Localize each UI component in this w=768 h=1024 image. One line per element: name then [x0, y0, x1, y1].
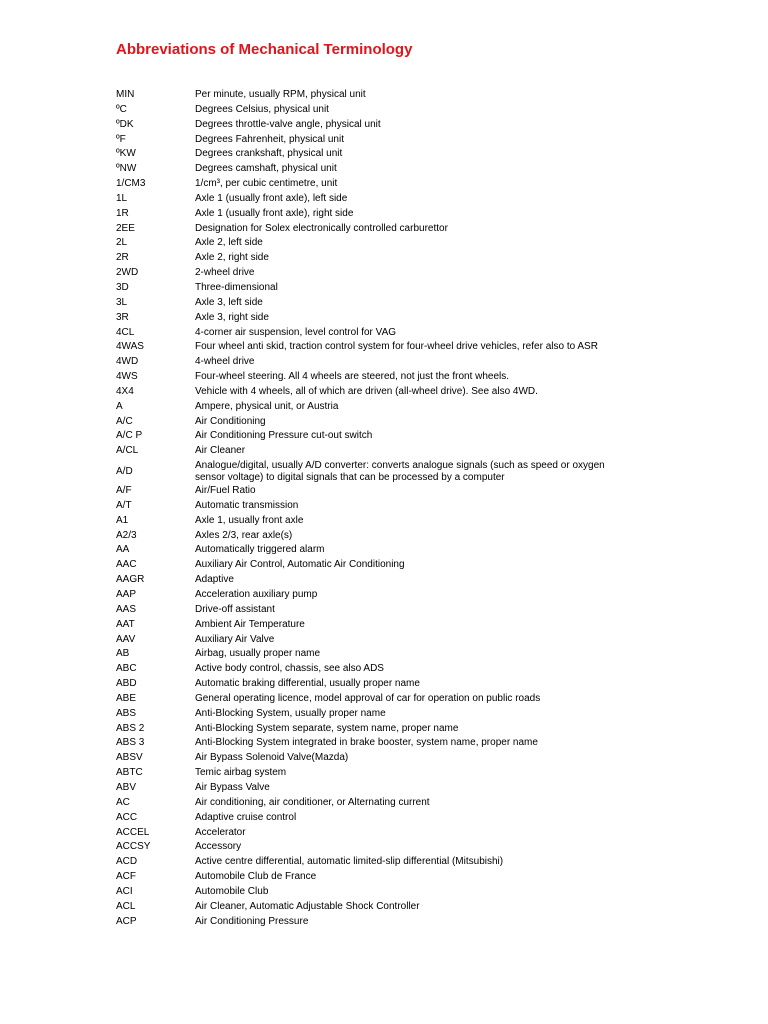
abbreviation-term: 2EE — [116, 222, 135, 234]
abbreviation-row — [116, 370, 736, 385]
abbreviation-definition: Airbag, usually proper name — [195, 648, 321, 660]
abbreviation-row — [116, 603, 736, 618]
abbreviation-definition: 4-wheel drive — [195, 356, 255, 368]
abbreviation-definition: Degrees Celsius, physical unit — [195, 103, 329, 115]
abbreviation-term: A/D — [116, 466, 133, 478]
abbreviation-definition: Automobile Club — [195, 885, 269, 897]
abbreviation-definition: 4-corner air suspension, level control for VAG — [195, 326, 397, 338]
abbreviation-row — [116, 543, 736, 558]
abbreviation-term: AAV — [116, 633, 136, 645]
abbreviation-row — [116, 633, 736, 648]
abbreviation-term: ABS — [116, 707, 137, 719]
abbreviation-definition: Axle 1 (usually front axle), left side — [195, 192, 348, 204]
abbreviation-term: 3R — [116, 311, 129, 323]
abbreviation-definition: Automatic transmission — [195, 499, 299, 511]
abbreviation-term: AAGR — [116, 574, 145, 586]
abbreviation-term: AAC — [116, 559, 137, 571]
abbreviation-term: AAP — [116, 589, 137, 600]
abbreviation-row — [116, 796, 736, 811]
abbreviation-term: A/CL — [116, 445, 139, 457]
abbreviation-definition: Automatically triggered alarm — [195, 544, 325, 556]
abbreviation-definition: Axle 1, usually front axle — [195, 514, 304, 526]
abbreviation-definition: Anti-Blocking System separate, system name, proper name — [195, 722, 459, 734]
abbreviation-row — [116, 400, 736, 415]
abbreviation-row — [116, 281, 736, 296]
abbreviation-definition: Anti-Blocking System, usually proper name — [195, 707, 386, 719]
abbreviation-term: AAS — [116, 603, 137, 615]
abbreviation-definition: Air Bypass Solenoid Valve(Mazda) — [195, 752, 349, 764]
abbreviation-term: ACF — [116, 871, 136, 883]
abbreviation-row — [116, 707, 736, 722]
abbreviation-row — [116, 162, 736, 177]
abbreviation-row — [116, 885, 736, 900]
abbreviation-term: ABE — [116, 692, 137, 704]
abbreviation-row — [116, 355, 736, 370]
abbreviation-row — [116, 751, 736, 766]
abbreviation-term: ACC — [116, 811, 138, 823]
abbreviation-row — [116, 103, 736, 118]
abbreviation-term: A/C P — [116, 430, 143, 442]
abbreviation-term: 2WD — [116, 267, 139, 279]
abbreviation-definition: Auxiliary Air Control, Automatic Air Conditioning — [195, 559, 405, 571]
abbreviation-row — [116, 692, 736, 707]
abbreviation-definition: Auxiliary Air Valve — [195, 633, 275, 645]
abbreviation-definition: Ampere, physical unit, or Austria — [195, 400, 339, 412]
abbreviation-term: 4WS — [116, 371, 138, 383]
abbreviation-definition: Analogue/digital, usually A/D converter: converts analogue signals (such as speed or oxygen sensor voltage) to digital signals that can be processed by a computer — [195, 460, 605, 483]
abbreviation-term: ºKW — [116, 148, 136, 160]
abbreviation-row — [116, 826, 736, 841]
abbreviation-definition: Automatic braking differential, usually proper name — [195, 678, 420, 690]
abbreviation-term: MIN — [116, 89, 135, 100]
abbreviation-definition: Four-wheel steering. All 4 wheels are steered, not just the front wheels. — [195, 371, 510, 383]
abbreviation-row — [116, 459, 736, 484]
abbreviation-row — [116, 192, 736, 207]
abbreviation-row — [116, 870, 736, 885]
abbreviation-row — [116, 900, 736, 915]
abbreviation-term: 1R — [116, 207, 129, 219]
abbreviation-term: ACP — [116, 915, 137, 927]
abbreviation-definition: Accelerator — [195, 826, 246, 838]
abbreviation-term: ºF — [116, 133, 126, 145]
abbreviation-row — [116, 514, 736, 529]
abbreviation-row — [116, 529, 736, 544]
abbreviation-row — [116, 677, 736, 692]
abbreviation-row — [116, 177, 736, 192]
abbreviation-definition: Vehicle with 4 wheels, all of which are driven (all-wheel drive). See also 4WD. — [195, 385, 538, 397]
abbreviation-row — [116, 222, 736, 237]
abbreviation-definition: Temic airbag system — [195, 767, 287, 779]
abbreviation-definition: Air Conditioning Pressure cut-out switch — [195, 430, 373, 442]
abbreviation-row — [116, 429, 736, 444]
abbreviation-row — [116, 326, 736, 341]
abbreviation-term: ABSV — [116, 752, 143, 764]
abbreviation-row — [116, 618, 736, 633]
abbreviation-term: 4X4 — [116, 385, 134, 397]
abbreviation-term: ABS 2 — [116, 722, 145, 734]
abbreviation-term: 2R — [116, 252, 129, 264]
abbreviation-row — [116, 236, 736, 251]
abbreviation-row — [116, 781, 736, 796]
abbreviation-row — [116, 558, 736, 573]
abbreviation-definition: 2-wheel drive — [195, 267, 255, 279]
abbreviation-definition: Axle 1 (usually front axle), right side — [195, 207, 354, 219]
abbreviation-term: A — [116, 400, 123, 412]
abbreviation-row — [116, 484, 736, 499]
abbreviation-definition: Axles 2/3, rear axle(s) — [195, 529, 293, 541]
abbreviation-term: A2/3 — [116, 529, 137, 541]
abbreviation-row — [116, 915, 736, 930]
abbreviation-definition: Ambient Air Temperature — [195, 618, 305, 630]
abbreviation-row — [116, 385, 736, 400]
abbreviation-definition: Axle 2, left side — [195, 237, 263, 249]
abbreviation-term: ºC — [116, 103, 127, 115]
abbreviation-definition: Adaptive cruise control — [195, 811, 297, 823]
abbreviation-row — [116, 88, 736, 103]
abbreviation-definition: Degrees throttle-valve angle, physical unit — [195, 118, 381, 130]
abbreviation-row — [116, 118, 736, 133]
abbreviation-term: AAT — [116, 618, 135, 630]
abbreviation-term: ABD — [116, 678, 137, 690]
abbreviation-term: ACL — [116, 900, 136, 912]
abbreviation-term: 1/CM3 — [116, 178, 146, 190]
page-title: Abbreviations of Mechanical Terminology — [116, 41, 413, 58]
abbreviation-term: ABC — [116, 663, 137, 675]
abbreviation-term: ABTC — [116, 767, 143, 779]
abbreviation-term: ACCSY — [116, 841, 151, 853]
abbreviation-term: 3L — [116, 296, 128, 308]
abbreviation-term: A/T — [116, 499, 132, 511]
abbreviation-definition: Active centre differential, automatic limited-slip differential (Mitsubishi) — [195, 856, 504, 868]
abbreviation-row — [116, 499, 736, 514]
abbreviation-row — [116, 811, 736, 826]
abbreviation-row — [116, 588, 736, 603]
abbreviation-row — [116, 444, 736, 459]
abbreviation-definition: Anti-Blocking System integrated in brake booster, system name, proper name — [195, 737, 538, 749]
abbreviation-row — [116, 766, 736, 781]
abbreviation-term: ACD — [116, 856, 138, 868]
abbreviation-term: AA — [116, 544, 130, 556]
abbreviation-definition: Automobile Club de France — [195, 871, 317, 883]
abbreviation-row — [116, 296, 736, 311]
abbreviation-row — [116, 266, 736, 281]
abbreviation-row — [116, 840, 736, 855]
abbreviation-definition: Air Conditioning Pressure — [195, 915, 309, 927]
abbreviation-row — [116, 647, 736, 662]
abbreviation-definition: Adaptive — [195, 574, 234, 586]
abbreviation-definition: Degrees Fahrenheit, physical unit — [195, 133, 344, 145]
abbreviation-definition: Air Conditioning — [195, 415, 266, 427]
abbreviation-definition: Active body control, chassis, see also ADS — [195, 663, 384, 675]
abbreviation-definition: Air Cleaner — [195, 445, 246, 457]
abbreviation-term: 2L — [116, 237, 128, 249]
abbreviation-row — [116, 662, 736, 677]
abbreviation-term: A/F — [116, 485, 132, 497]
abbreviation-definition: Designation for Solex electronically controlled carburettor — [195, 222, 448, 234]
abbreviation-definition: Air Bypass Valve — [195, 781, 270, 793]
abbreviation-definition: Air conditioning, air conditioner, or Alternating current — [195, 796, 430, 808]
abbreviation-row — [116, 415, 736, 430]
abbreviation-definition: Air Cleaner, Automatic Adjustable Shock Controller — [195, 900, 420, 912]
abbreviation-term: ºDK — [116, 118, 134, 130]
abbreviation-row — [116, 251, 736, 266]
abbreviation-definition: Axle 3, right side — [195, 311, 269, 323]
abbreviation-row — [116, 722, 736, 737]
abbreviation-definition: Axle 3, left side — [195, 296, 263, 308]
abbreviation-definition: Air/Fuel Ratio — [195, 485, 256, 497]
abbreviation-row — [116, 736, 736, 751]
abbreviation-definition: Degrees camshaft, physical unit — [195, 163, 337, 175]
abbreviation-definition: Accessory — [195, 841, 242, 853]
abbreviation-definition: Degrees crankshaft, physical unit — [195, 148, 343, 160]
abbreviation-term: ACCEL — [116, 826, 150, 838]
abbreviation-definition: General operating licence, model approval of car for operation on public roads — [195, 692, 541, 704]
abbreviation-list — [116, 88, 736, 929]
abbreviation-term: 4WD — [116, 356, 139, 368]
abbreviation-definition: Drive-off assistant — [195, 603, 275, 615]
abbreviation-term: AC — [116, 796, 130, 808]
abbreviation-row — [116, 133, 736, 148]
abbreviation-definition: Per minute, usually RPM, physical unit — [195, 89, 366, 100]
abbreviation-row — [116, 147, 736, 162]
abbreviation-row — [116, 207, 736, 222]
abbreviation-row — [116, 855, 736, 870]
abbreviation-term: ABV — [116, 781, 137, 793]
abbreviation-term: AB — [116, 648, 130, 660]
abbreviation-definition: 1/cm³, per cubic centimetre, unit — [195, 178, 338, 190]
abbreviation-definition: Axle 2, right side — [195, 252, 269, 264]
abbreviation-row — [116, 573, 736, 588]
abbreviation-definition: Acceleration auxiliary pump — [195, 589, 318, 600]
abbreviation-term: A/C — [116, 415, 133, 427]
abbreviation-term: ACI — [116, 885, 133, 897]
abbreviation-definition: Three-dimensional — [195, 281, 278, 293]
abbreviation-term: 1L — [116, 192, 128, 204]
abbreviation-term: 3D — [116, 281, 129, 293]
abbreviation-term: ABS 3 — [116, 737, 145, 749]
abbreviation-term: 4WAS — [116, 341, 144, 353]
abbreviation-term: 4CL — [116, 326, 135, 338]
abbreviation-term: ºNW — [116, 163, 137, 175]
abbreviation-row — [116, 311, 736, 326]
abbreviation-row — [116, 340, 736, 355]
abbreviation-term: A1 — [116, 514, 129, 526]
abbreviation-definition: Four wheel anti skid, traction control system for four-wheel drive vehicles, refer also to ASR — [195, 341, 598, 353]
